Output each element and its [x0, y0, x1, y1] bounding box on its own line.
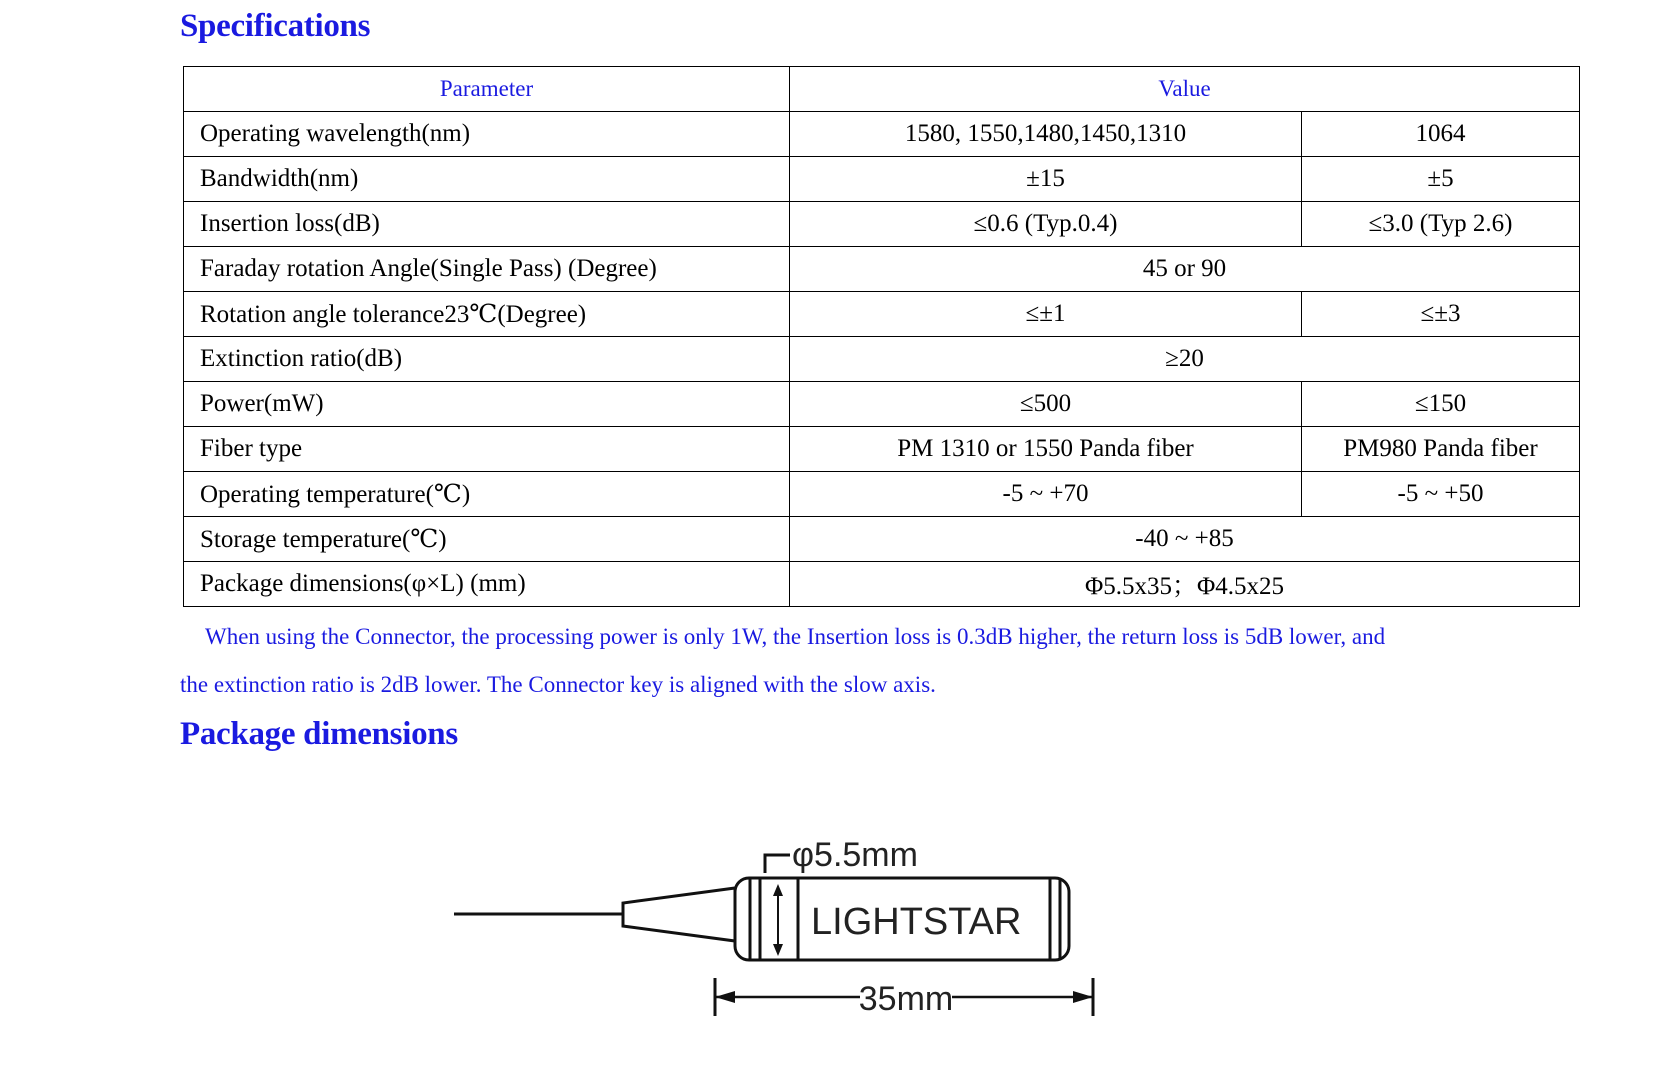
row-parameter: Insertion loss(dB): [184, 202, 790, 247]
row-parameter: Power(mW): [184, 382, 790, 427]
specifications-heading: Specifications: [180, 8, 371, 44]
diameter-arrow-head-top: [773, 884, 783, 896]
diameter-leader: [765, 855, 790, 873]
row-value-b: PM980 Panda fiber: [1302, 427, 1580, 472]
row-parameter: Fiber type: [184, 427, 790, 472]
row-value-b: ≤150: [1302, 382, 1580, 427]
table-row: [184, 472, 1580, 517]
table-row: [184, 382, 1580, 427]
length-arrow-right: [1073, 991, 1093, 1003]
row-value-a: ≤±1: [790, 292, 1302, 337]
table-row: [184, 427, 1580, 472]
row-parameter: Bandwidth(nm): [184, 157, 790, 202]
parameter-column-header: Parameter: [184, 67, 790, 112]
package-dimension-drawing: [440, 810, 1140, 1040]
row-value-b: ≤±3: [1302, 292, 1580, 337]
row-value-b: 1064: [1302, 112, 1580, 157]
row-parameter: Extinction ratio(dB): [184, 337, 790, 382]
table-row: [184, 517, 1580, 562]
brand-label: LIGHTSTAR: [811, 901, 1022, 943]
row-value-a: PM 1310 or 1550 Panda fiber: [790, 427, 1302, 472]
connector-note-line-1: When using the Connector, the processing power is only 1W, the Insertion loss is 0.3dB higher, the return loss is 5dB lower, and: [205, 624, 1386, 649]
table-row: [184, 157, 1580, 202]
row-parameter: Package dimensions(φ×L) (mm): [184, 562, 790, 607]
table-row: [184, 337, 1580, 382]
value-column-header: Value: [790, 67, 1580, 112]
table-row: [184, 247, 1580, 292]
row-value: 45 or 90: [790, 247, 1580, 292]
row-parameter: Faraday rotation Angle(Single Pass) (Degree): [184, 247, 790, 292]
fiber-boot: [623, 888, 735, 941]
row-parameter: Operating wavelength(nm): [184, 112, 790, 157]
row-parameter: Operating temperature(℃): [184, 472, 790, 517]
row-value-b: ≤3.0 (Typ 2.6): [1302, 202, 1580, 247]
row-value-a: -5 ~ +70: [790, 472, 1302, 517]
table-header-row: [184, 67, 1580, 112]
table-row: [184, 562, 1580, 607]
specifications-table: [183, 66, 1580, 607]
row-value: Φ5.5x35；Φ4.5x25: [790, 562, 1580, 607]
table-row: [184, 292, 1580, 337]
diameter-arrow-head-bottom: [773, 944, 783, 956]
row-value-b: -5 ~ +50: [1302, 472, 1580, 517]
length-arrow-left: [715, 991, 735, 1003]
package-dimensions-heading: Package dimensions: [180, 716, 458, 752]
row-parameter: Storage temperature(℃): [184, 517, 790, 562]
row-value-a: ≤500: [790, 382, 1302, 427]
row-value-a: ±15: [790, 157, 1302, 202]
row-value-a: ≤0.6 (Typ.0.4): [790, 202, 1302, 247]
row-parameter: Rotation angle tolerance23℃(Degree): [184, 292, 790, 337]
row-value: -40 ~ +85: [790, 517, 1580, 562]
row-value-b: ±5: [1302, 157, 1580, 202]
row-value-a: 1580, 1550,1480,1450,1310: [790, 112, 1302, 157]
length-label: 35mm: [858, 980, 954, 1018]
table-row: [184, 112, 1580, 157]
row-value: ≥20: [790, 337, 1580, 382]
table-row: [184, 202, 1580, 247]
connector-note-line-2: the extinction ratio is 2dB lower. The Connector key is aligned with the slow axis.: [180, 672, 936, 697]
diameter-label: φ5.5mm: [792, 836, 918, 874]
